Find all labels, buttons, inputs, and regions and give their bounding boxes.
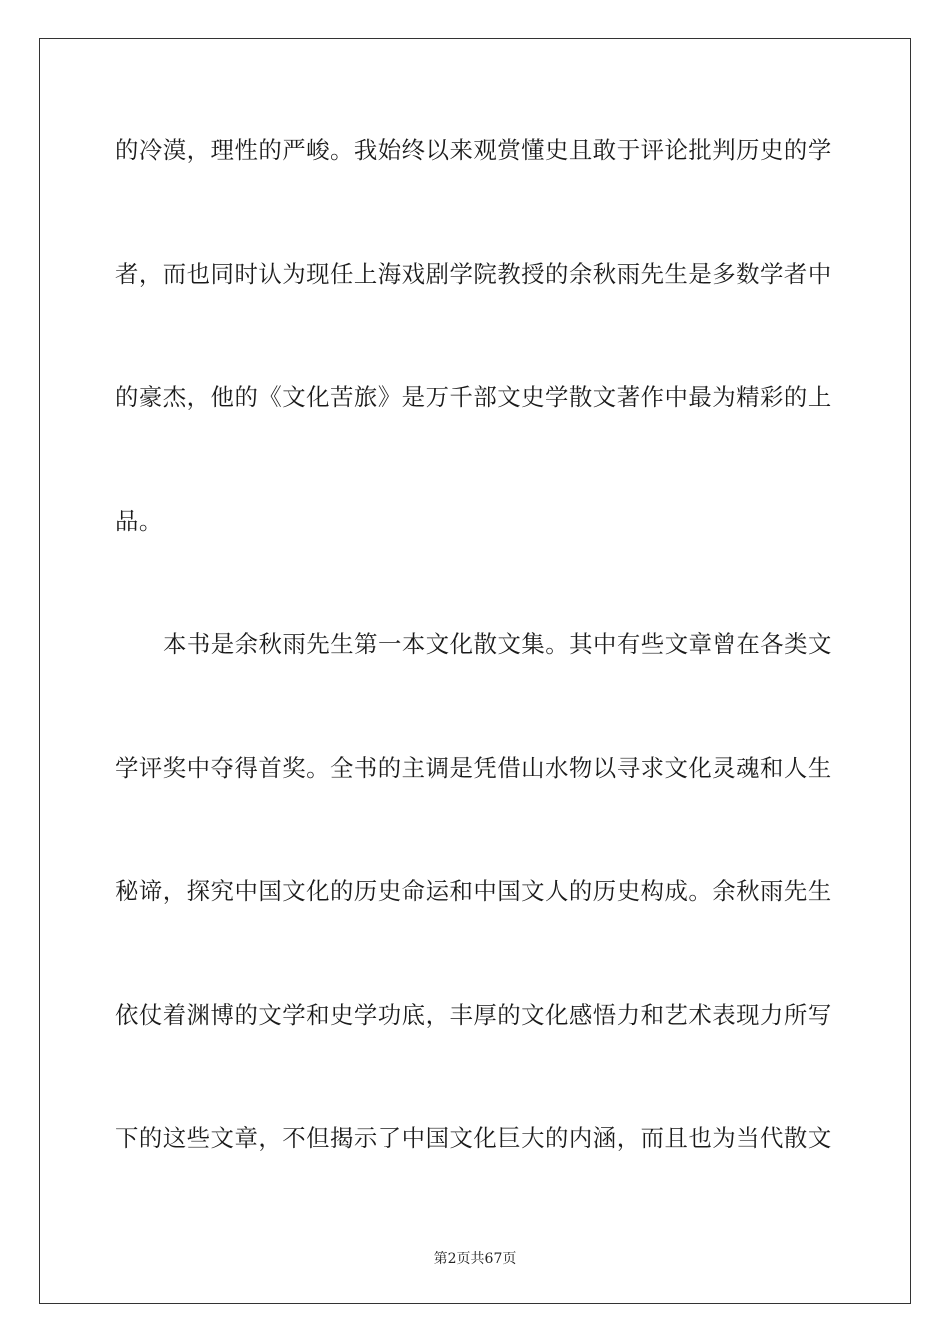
text-line: 的冷漠，理性的严峻。我始终以来观赏懂史且敢于评论批判历史的学 [115, 136, 832, 164]
text-line: 者，而也同时认为现任上海戏剧学院教授的余秋雨先生是多数学者中 [115, 259, 832, 288]
page-total: 共67页 [470, 1251, 517, 1267]
text-line: 的豪杰，他的《文化苦旅》是万千部文史学散文著作中最为精彩的上 [115, 383, 832, 411]
text-line: 下的这些文章，不但揭示了中国文化巨大的内涵，而且也为当代散文 [115, 1124, 832, 1152]
text-line: 品。 [115, 506, 163, 535]
text-line: 学评奖中夺得首奖。全书的主调是凭借山水物以寻求文化灵魂和人生 [115, 753, 832, 782]
page-number: 第2页 [433, 1251, 471, 1267]
document-body [115, 126, 835, 1238]
paragraph-first-line: 本书是余秋雨先生第一本文化散文集。其中有些文章曾在各类文 [163, 630, 832, 658]
page-footer [0, 1248, 950, 1268]
text-line: 依仗着渊博的文学和史学功底，丰厚的文化感悟力和艺术表现力所写 [115, 1000, 832, 1029]
text-line: 秘谛，探究中国文化的历史命运和中国文人的历史构成。余秋雨先生 [115, 877, 832, 905]
